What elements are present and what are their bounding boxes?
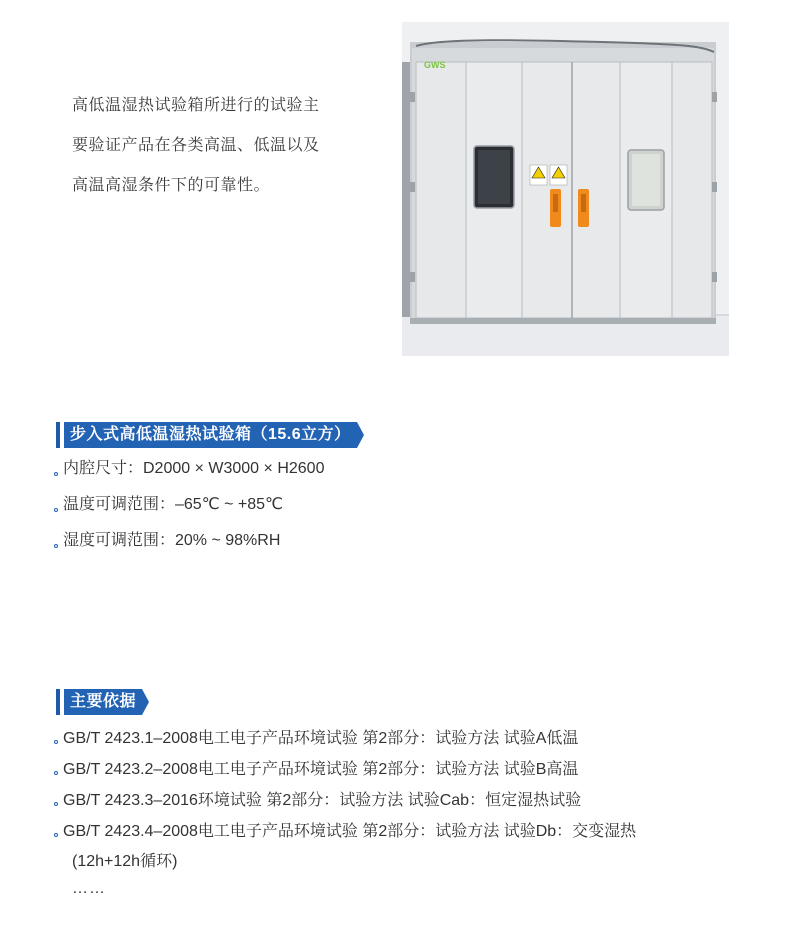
bullet-icon	[54, 544, 58, 548]
heading-tail	[142, 689, 149, 715]
spec-item-temperature	[54, 492, 324, 528]
spec-item-humidity	[54, 528, 324, 564]
spec-list	[54, 456, 324, 564]
intro-line-3: 高温高湿条件下的可靠性。	[72, 177, 271, 194]
standard-item-text: GB/T 2423.4–2008电工电子产品环境试验 第2部分：试验方法 试验Db：交变湿热	[63, 823, 637, 840]
standards-ellipsis: ……	[72, 880, 106, 897]
standard-item	[54, 757, 636, 788]
standard-item	[54, 819, 636, 850]
spec-section-title: 步入式高低温湿热试验箱（15.6立方）	[64, 422, 357, 448]
bullet-icon	[54, 833, 58, 837]
heading-accent-bar	[56, 689, 60, 715]
bullet-icon	[54, 508, 58, 512]
standard-item-text: GB/T 2423.3–2016环境试验 第2部分：试验方法 试验Cab：恒定湿热试验	[63, 792, 582, 809]
heading-accent-bar	[56, 422, 60, 448]
heading-tail	[357, 422, 364, 448]
bullet-icon	[54, 771, 58, 775]
bullet-icon	[54, 472, 58, 476]
spec-item-dimensions	[54, 456, 324, 492]
intro-line-2: 要验证产品在各类高温、低温以及	[72, 137, 320, 154]
standards-list	[54, 726, 636, 850]
bullet-icon	[54, 740, 58, 744]
standards-section-heading	[56, 689, 149, 715]
standard-item-text: GB/T 2423.1–2008电工电子产品环境试验 第2部分：试验方法 试验A低温	[63, 730, 579, 747]
spec-item-text: 湿度可调范围：20% ~ 98%RH	[63, 532, 281, 549]
standard-item-continuation: (12h+12h循环)	[72, 853, 178, 870]
gws-logo: GWS	[424, 60, 446, 70]
standards-section-title: 主要依据	[64, 689, 142, 715]
spec-section-heading	[56, 422, 364, 448]
intro-line-1: 高低温湿热试验箱所进行的试验主	[72, 97, 320, 114]
standard-item	[54, 788, 636, 819]
standard-item-text: GB/T 2423.2–2008电工电子产品环境试验 第2部分：试验方法 试验B高温	[63, 761, 579, 778]
spec-item-text: 内腔尺寸：D2000 × W3000 × H2600	[63, 460, 325, 477]
intro-paragraph	[72, 86, 372, 206]
spec-item-text: 温度可调范围：–65℃ ~ +85℃	[63, 496, 284, 513]
product-photo	[402, 22, 729, 356]
bullet-icon	[54, 802, 58, 806]
standard-item	[54, 726, 636, 757]
